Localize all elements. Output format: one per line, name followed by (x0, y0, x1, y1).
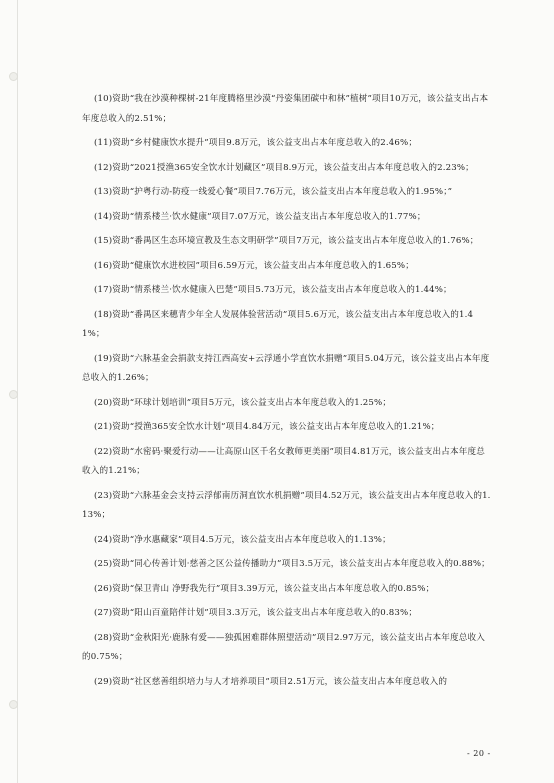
funding-item: (12)资助“2021授渔365安全饮水计划藏区”项目8.9万元，该公益支出占本年度总收入的2.23%； (94, 162, 474, 173)
funding-item: (19)资助“六脉基金会捐款支持江西高安+云浮通小学直饮水捐赠”项目5.04万元，该公益支出占本年度总收入的1.26%； (82, 353, 490, 383)
funding-item: (25)资助“同心传善计划·慈善之区公益传播助力”项目3.5万元，该公益支出占本年度总收入的0.88%； (94, 559, 490, 569)
funding-item: (22)资助“水密码·聚爱行动——让高原山区千名女教师更美丽”项目4.81万元，该公益支出占本年度总收入的1.21%； (82, 446, 485, 476)
funding-item: (29)资助“社区慈善组织培力与人才培养项目”项目2.51万元，该公益支出占本年度总收入的 (94, 676, 448, 687)
page-number: - 20 - (467, 749, 491, 758)
funding-item: (27)资助“阳山百童陪伴计划”项目3.3万元，该公益支出占本年度总收入的0.83%； (94, 608, 418, 618)
punch-hole (9, 700, 18, 709)
funding-item: (18)资助“番禺区来穗青少年全人发展体验营活动”项目5.6万元，该公益支出占本年度总收入的1.41%； (82, 309, 474, 339)
funding-item: (21)资助“授渔365安全饮水计划”项目4.84万元，该公益支出占本年度总收入的1.21%； (94, 422, 440, 432)
funding-item: (16)资助“健康饮水进校园”项目6.59万元，该公益支出占本年度总收入的1.65%； (94, 260, 414, 271)
funding-item: (11)资助“乡村健康饮水提升”项目9.8万元，该公益支出占本年度总收入的2.46%； (94, 138, 418, 148)
funding-item: (17)资助“情系楼兰·饮水健康入巴楚”项目5.73万元，该公益支出占本年度总收入的1.44%； (94, 285, 452, 295)
funding-item: (24)资助“净水惠藏家”项目4.5万元，该公益支出占本年度总收入的1.13%； (94, 534, 391, 545)
funding-item: (28)资助“金秋阳光·鹿脉有爱——独孤困难群体照望活动”项目2.97万元，该公益支出占本年度总收入的0.75%； (82, 632, 485, 662)
punch-hole (9, 390, 18, 399)
funding-item: (15)资助“番禺区生态环境宣教及生态文明研学”项目7万元，该公益支出占本年度总收入的1.76%； (94, 236, 479, 246)
funding-item: (20)资助“环球计划培训”项目5万元，该公益支出占本年度总收入的1.25%； (94, 397, 392, 408)
funding-item: (13)资助“护粤行动-防疫一线爱心餐”项目7.76万元，该公益支出占本年度总收入的1.95%；” (94, 187, 453, 197)
funding-item: (10)资助“我在沙漠种棵树-21年度腾格里沙漠“丹姿集团碳中和林”植树”项目10万元，该公益支出占本年度总收入的2.51%； (82, 94, 489, 124)
funding-item: (14)资助“情系楼兰·饮水健康”项目7.07万元，该公益支出占本年度总收入的1.77%； (94, 211, 426, 222)
funding-item: (23)资助“六脉基金会支持云浮郁南历洞直饮水机捐赠”项目4.52万元，该公益支出占本年度总收入的1.13%； (82, 490, 491, 520)
document-body (82, 90, 492, 697)
funding-item: (26)资助“保卫青山 净野我先行”项目3.39万元，该公益支出占本年度总收入的0.85%； (94, 583, 435, 594)
punch-hole (9, 72, 18, 81)
